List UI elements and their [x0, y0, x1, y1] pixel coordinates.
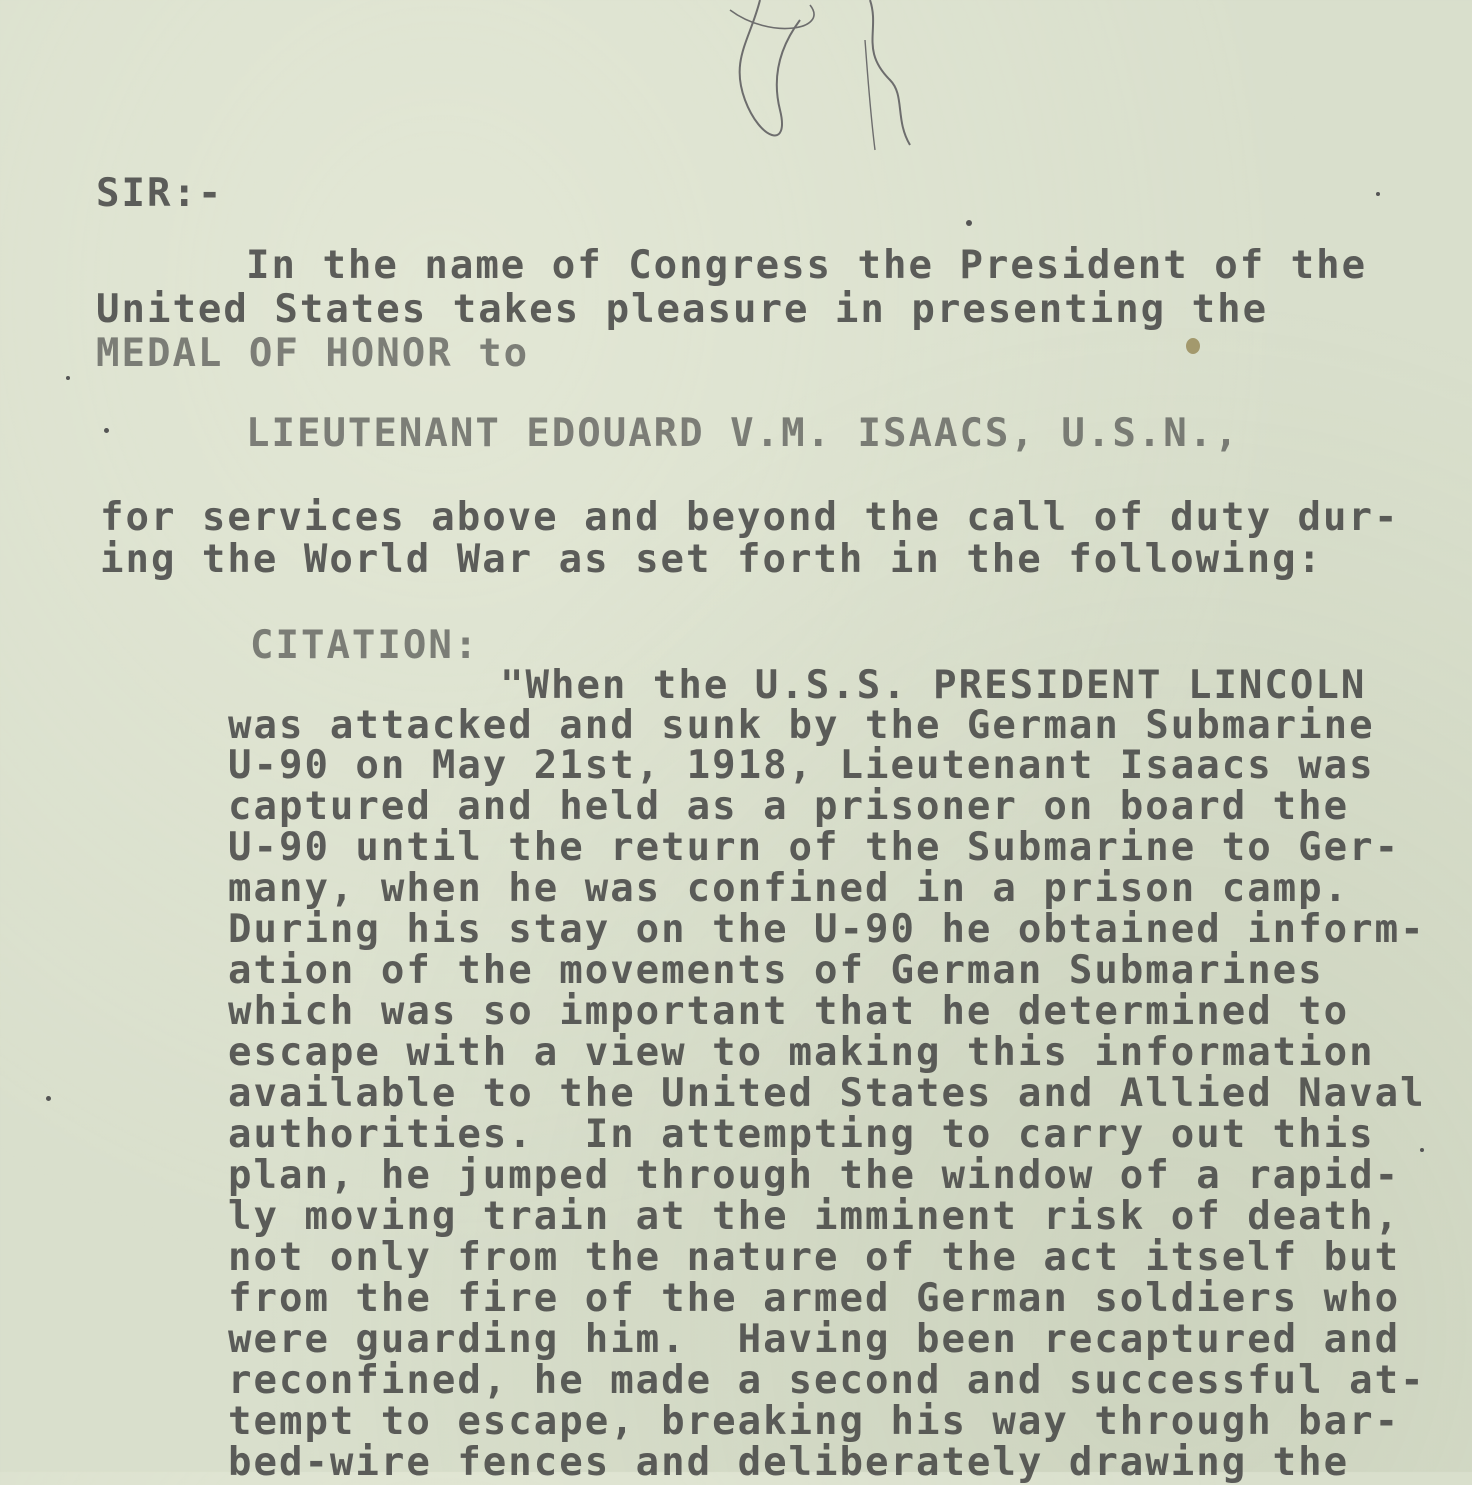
citation-line: many, when he was confined in a prison camp.	[228, 866, 1350, 911]
citation-line: captured and held as a prisoner on board the	[228, 784, 1350, 829]
citation-line: tempt to escape, breaking his way through bar-	[228, 1399, 1401, 1444]
stain-spot	[1186, 338, 1200, 354]
service-line: for services above and beyond the call of duty dur-	[100, 495, 1400, 540]
intro-line: United States takes pleasure in presenting the	[96, 287, 1269, 332]
citation-line: During his stay on the U-90 he obtained inform-	[228, 907, 1426, 952]
citation-line: which was so important that he determined to	[228, 989, 1350, 1034]
citation-line: ly moving train at the imminent risk of death,	[228, 1194, 1401, 1239]
stain-spot	[1376, 192, 1380, 196]
citation-line: U-90 on May 21st, 1918, Lieutenant Isaacs was	[228, 743, 1375, 788]
citation-line: was attacked and sunk by the German Submarine	[228, 703, 1375, 748]
citation-heading: CITATION:	[250, 623, 480, 668]
salutation: SIR:-	[96, 171, 224, 216]
citation-line: plan, he jumped through the window of a rapid-	[228, 1153, 1401, 1198]
stain-spot	[1420, 1148, 1424, 1152]
recipient-name: LIEUTENANT EDOUARD V.M. ISAACS, U.S.N.,	[246, 411, 1240, 456]
stain-spot	[104, 428, 109, 433]
intro-line: MEDAL OF HONOR to	[96, 331, 530, 376]
citation-line: were guarding him. Having been recaptured and	[228, 1317, 1401, 1362]
citation-line: "When the U.S.S. PRESIDENT LINCOLN	[500, 663, 1367, 708]
stain-spot	[46, 1096, 51, 1101]
citation-line: reconfined, he made a second and successful at-	[228, 1358, 1426, 1403]
citation-line: escape with a view to making this information	[228, 1030, 1375, 1075]
intro-line: In the name of Congress the President of the	[246, 243, 1368, 288]
service-line: ing the World War as set forth in the following:	[100, 537, 1324, 582]
pencil-scribble-icon	[690, 0, 1010, 170]
citation-line: available to the United States and Allied Naval	[228, 1071, 1426, 1116]
citation-line: authorities. In attempting to carry out this	[228, 1112, 1375, 1157]
stain-spot	[66, 376, 70, 380]
stain-spot	[966, 220, 972, 226]
citation-line: ation of the movements of German Submarines	[228, 948, 1324, 993]
citation-line: bed-wire fences and deliberately drawing the	[228, 1440, 1350, 1485]
citation-line: U-90 until the return of the Submarine to Ger-	[228, 825, 1401, 870]
citation-line: not only from the nature of the act itself but	[228, 1235, 1401, 1280]
citation-line: from the fire of the armed German soldiers who	[228, 1276, 1401, 1321]
